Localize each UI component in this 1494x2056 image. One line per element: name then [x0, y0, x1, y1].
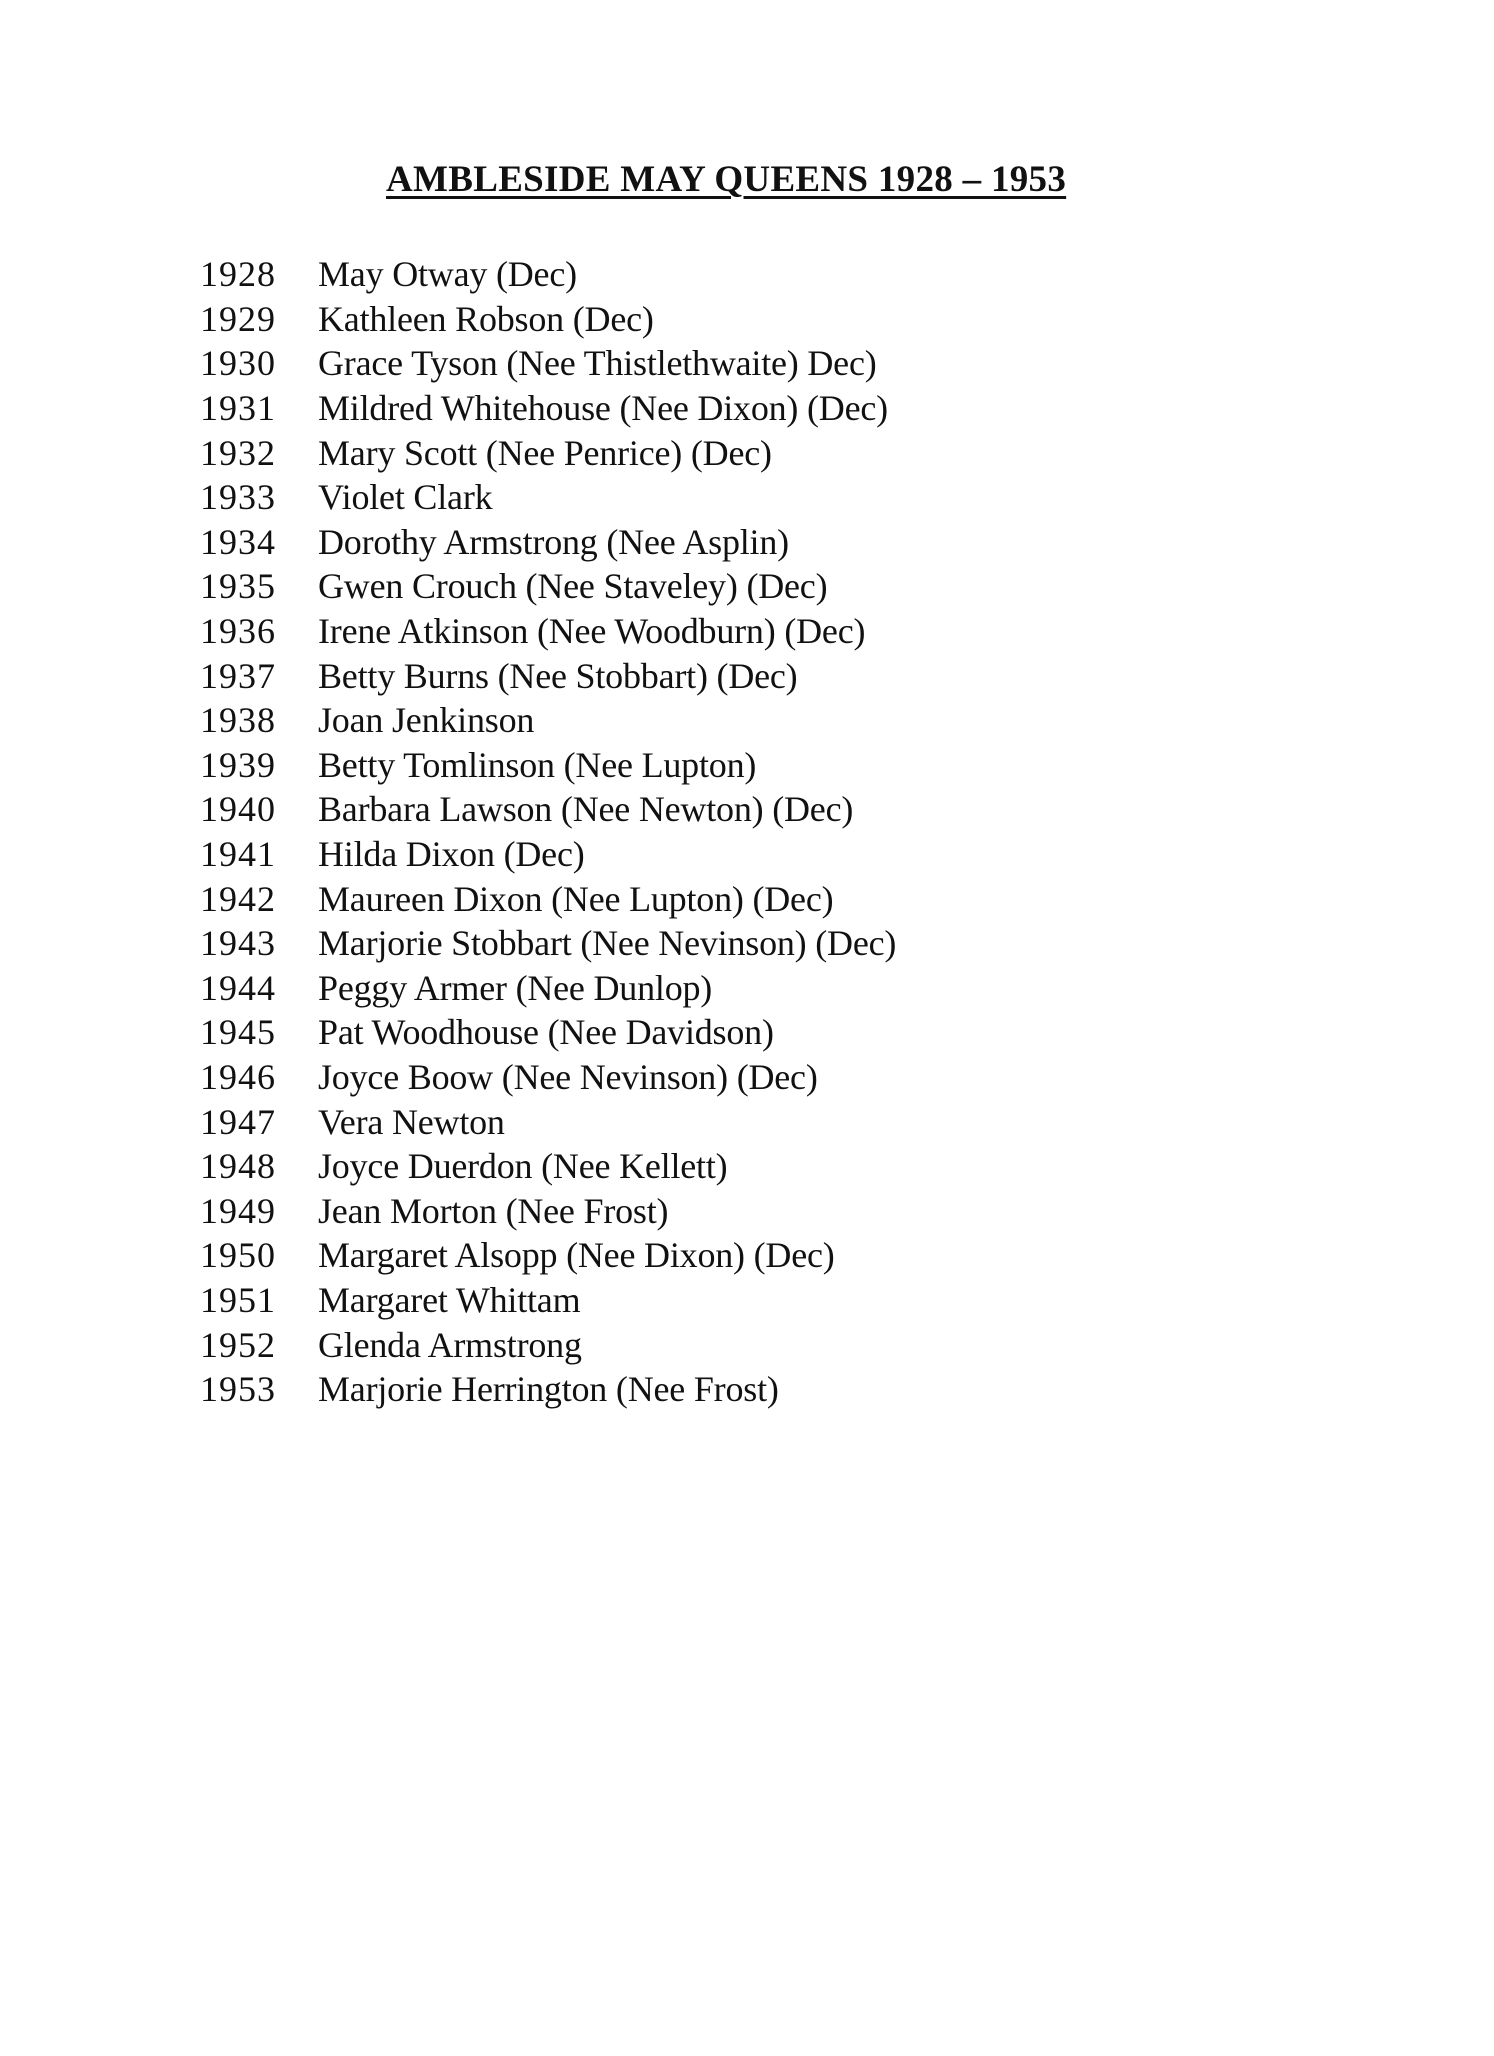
list-item: [200, 609, 896, 654]
entry-name: May Otway (Dec): [318, 254, 577, 295]
entry-year: 1952: [200, 1324, 276, 1365]
list-item: [200, 1188, 896, 1233]
list-item: [200, 1367, 896, 1412]
entry-name: Joan Jenkinson: [318, 700, 535, 741]
entry-name: Marjorie Herrington (Nee Frost): [318, 1369, 779, 1410]
list-item: [200, 520, 896, 565]
entry-name: Betty Burns (Nee Stobbart) (Dec): [318, 655, 798, 696]
entry-name: Peggy Armer (Nee Dunlop): [318, 967, 713, 1008]
may-queens-list: [200, 252, 896, 1411]
entry-year: 1947: [200, 1101, 276, 1142]
list-item: [200, 475, 896, 520]
entry-name: Maureen Dixon (Nee Lupton) (Dec): [318, 878, 834, 919]
entry-year: 1932: [200, 432, 276, 473]
list-item: [200, 1144, 896, 1189]
entry-name: Grace Tyson (Nee Thistlethwaite) Dec): [318, 343, 877, 384]
entry-name: Gwen Crouch (Nee Staveley) (Dec): [318, 566, 828, 607]
document-title: AMBLESIDE MAY QUEENS 1928 – 1953: [386, 159, 1067, 200]
entry-year: 1936: [200, 611, 276, 652]
entry-name: Irene Atkinson (Nee Woodburn) (Dec): [318, 611, 866, 652]
entry-year: 1930: [200, 343, 276, 384]
list-item: [200, 564, 896, 609]
entry-year: 1943: [200, 923, 276, 964]
entry-name: Violet Clark: [318, 477, 493, 518]
entry-year: 1934: [200, 521, 276, 562]
list-item: [200, 252, 896, 297]
list-item: [200, 966, 896, 1011]
entry-year: 1931: [200, 388, 276, 429]
entry-name: Pat Woodhouse (Nee Davidson): [318, 1012, 774, 1053]
list-item: [200, 430, 896, 475]
entry-year: 1937: [200, 655, 276, 696]
entry-name: Betty Tomlinson (Nee Lupton): [318, 744, 757, 785]
entry-name: Vera Newton: [318, 1101, 505, 1142]
list-item: [200, 386, 896, 431]
entry-name: Marjorie Stobbart (Nee Nevinson) (Dec): [318, 923, 897, 964]
entry-year: 1951: [200, 1279, 276, 1320]
list-item: [200, 876, 896, 921]
list-item: [200, 1055, 896, 1100]
entry-year: 1939: [200, 744, 276, 785]
entry-name: Margaret Alsopp (Nee Dixon) (Dec): [318, 1235, 835, 1276]
entry-name: Barbara Lawson (Nee Newton) (Dec): [318, 789, 854, 830]
entry-year: 1928: [200, 254, 276, 295]
entry-year: 1953: [200, 1369, 276, 1410]
list-item: [200, 1099, 896, 1144]
entry-year: 1941: [200, 834, 276, 875]
entry-year: 1950: [200, 1235, 276, 1276]
entry-name: Kathleen Robson (Dec): [318, 298, 654, 339]
list-item: [200, 698, 896, 743]
entry-name: Hilda Dixon (Dec): [318, 834, 585, 875]
entry-year: 1940: [200, 789, 276, 830]
entry-name: Mildred Whitehouse (Nee Dixon) (Dec): [318, 388, 888, 429]
entry-year: 1949: [200, 1190, 276, 1231]
list-item: [200, 921, 896, 966]
entry-year: 1935: [200, 566, 276, 607]
list-item: [200, 1322, 896, 1367]
list-item: [200, 743, 896, 788]
entry-year: 1946: [200, 1056, 276, 1097]
list-item: [200, 653, 896, 698]
entry-name: Dorothy Armstrong (Nee Asplin): [318, 521, 789, 562]
list-item: [200, 1233, 896, 1278]
entry-name: Joyce Boow (Nee Nevinson) (Dec): [318, 1056, 818, 1097]
list-item: [200, 832, 896, 877]
entry-name: Margaret Whittam: [318, 1279, 581, 1320]
entry-year: 1945: [200, 1012, 276, 1053]
entry-name: Joyce Duerdon (Nee Kellett): [318, 1146, 728, 1187]
entry-year: 1933: [200, 477, 276, 518]
entry-name: Mary Scott (Nee Penrice) (Dec): [318, 432, 772, 473]
list-item: [200, 297, 896, 342]
entry-name: Glenda Armstrong: [318, 1324, 582, 1365]
entry-name: Jean Morton (Nee Frost): [318, 1190, 669, 1231]
list-item: [200, 787, 896, 832]
list-item: [200, 341, 896, 386]
entry-year: 1938: [200, 700, 276, 741]
entry-year: 1929: [200, 298, 276, 339]
list-item: [200, 1010, 896, 1055]
list-item: [200, 1278, 896, 1323]
entry-year: 1948: [200, 1146, 276, 1187]
entry-year: 1944: [200, 967, 276, 1008]
entry-year: 1942: [200, 878, 276, 919]
